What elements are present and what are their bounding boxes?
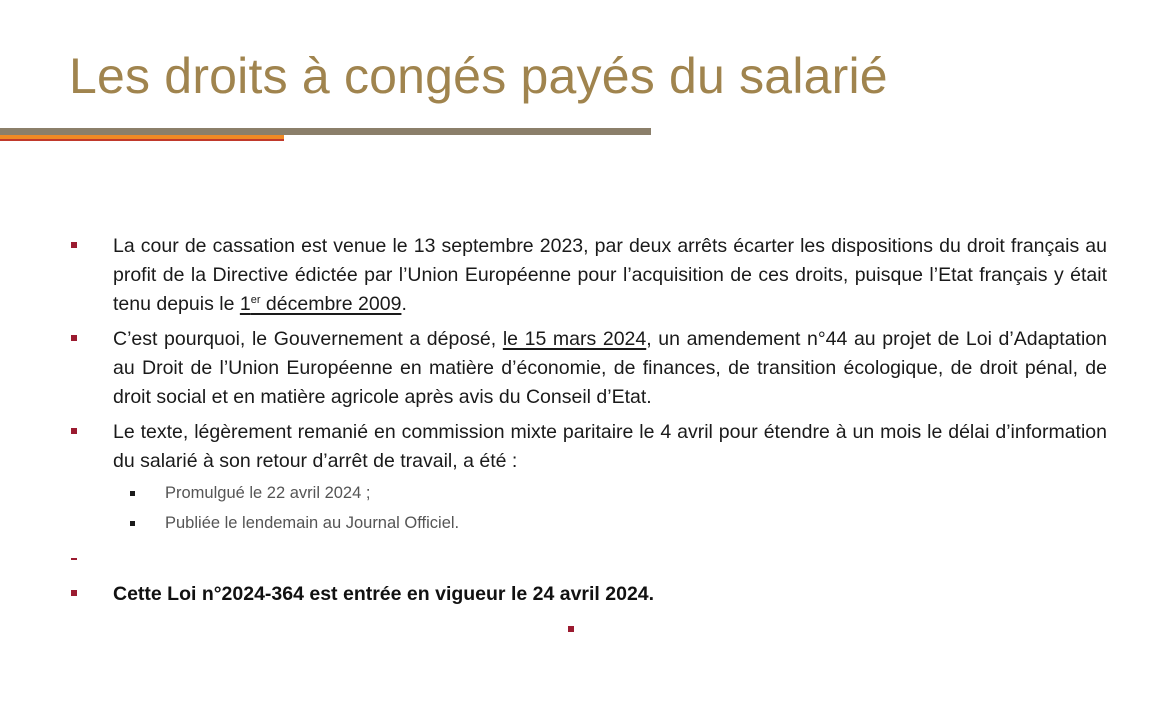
bullet-amendement-intro: C’est pourquoi, le Gouvernement a déposé, [113, 328, 503, 350]
dash-bullet-icon [71, 558, 77, 560]
sub-item-publiee [70, 508, 1107, 538]
date-ordinal-suffix: er [250, 294, 261, 306]
date-month-year: décembre 2009 [260, 293, 402, 315]
sub-item-publiee-text: Publiée le lendemain au Journal Officiel. [165, 514, 460, 532]
bullet-cassation-period: . [401, 293, 407, 315]
square-bullet-icon [71, 590, 77, 596]
sub-bullet-list [70, 478, 1107, 538]
square-bullet-icon [71, 428, 77, 434]
date-15-mars-2024: le 15 mars 2024 [502, 328, 647, 350]
sub-item-promulgue-text: Promulgué le 22 avril 2024 ; [165, 484, 371, 502]
slide-title: Les droits à congés payés du salarié [69, 48, 888, 104]
bullet-list [70, 232, 1107, 609]
title-divider-rule [0, 128, 651, 135]
bullet-cassation-text: La cour de cassation est venue le 13 septembre 2023, par deux arrêts écarter les dispositions du droit français au profit de la Directive édictée par l’Union Européenne pour l’acquisition de ces droits, puisque l’Etat français y était tenu depuis le [113, 235, 1107, 315]
sub-item-promulgue [70, 478, 1107, 508]
small-square-bullet-icon [130, 521, 135, 526]
bullet-loi-vigueur-text: Cette Loi n°2024-364 est entrée en vigueur le 24 avril 2024. [113, 583, 655, 605]
bullet-texte-remanie-text: Le texte, légèrement remanié en commission mixte paritaire le 4 avril pour étendre à un mois le délai d’information du salarié à son retour d’arrêt de travail, a été : [113, 421, 1107, 472]
bullet-loi-vigueur [70, 580, 1107, 609]
date-day: 1 [239, 293, 251, 315]
bullet-texte-remanie [70, 418, 1107, 538]
bullet-amendement [70, 325, 1107, 412]
bullet-cassation [70, 232, 1107, 319]
square-bullet-icon [71, 242, 77, 248]
stray-square-bullet-icon [568, 626, 574, 632]
date-1er-decembre-2009 [240, 293, 402, 315]
empty-dash-item [70, 544, 1107, 574]
bullet-amendement-rest: , un amendement n°44 au projet de Loi d’Adaptation au Droit de l’Union Européenne en matière d’économie, de finances, de transition écologique, de droit pénal, de droit social et en matière agricole après avis du Conseil d’Etat. [113, 328, 1107, 408]
small-square-bullet-icon [130, 491, 135, 496]
square-bullet-icon [71, 335, 77, 341]
title-accent-rule-shadow [0, 139, 284, 141]
